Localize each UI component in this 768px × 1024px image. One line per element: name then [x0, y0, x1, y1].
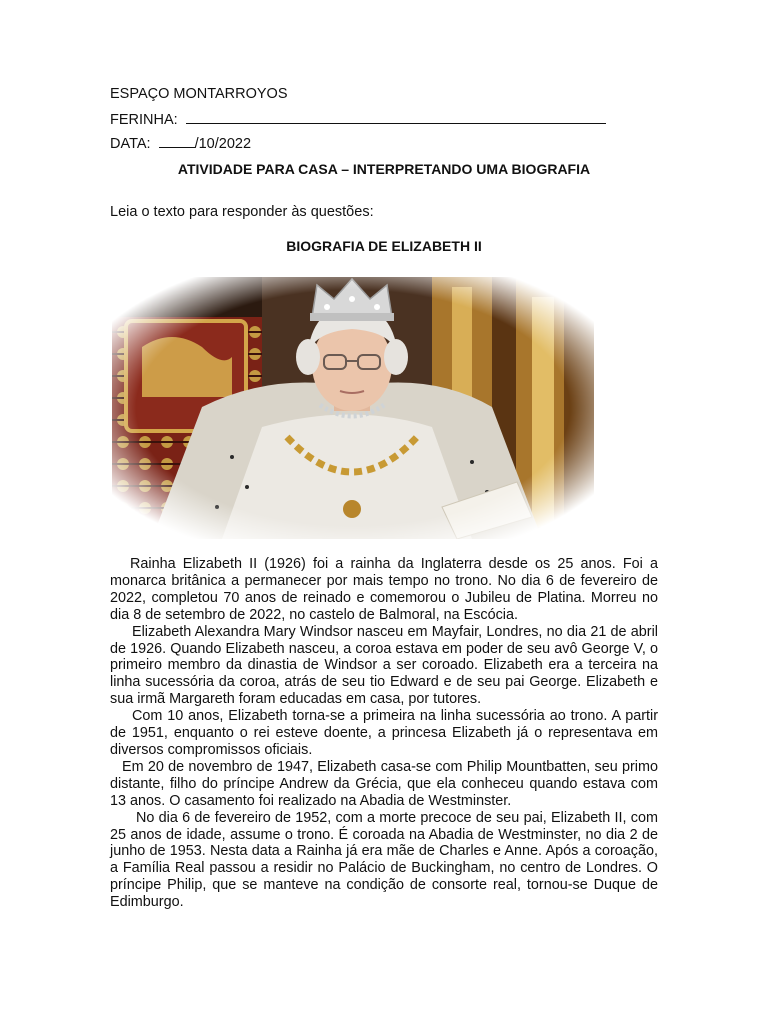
name-label: FERINHA: — [110, 112, 178, 128]
date-day-blank — [159, 135, 195, 148]
bio-paragraph: No dia 6 de fevereiro de 1952, com a morte precoce de seu pai, Elizabeth II, com 25 anos de idade, assume o trono. É coroada na Abadia de Westminster, no dia 2 de junho de 1953. Nesta data a Rainha já era mãe de Charles e Anne. Após a coroação, a Família Real passou a residir no Palácio de Buckingham, no centro de Londres. O príncipe Philip, que se manteve na condição de consorte real, tornou-se Duque de Edimburgo. — [110, 809, 658, 911]
bio-paragraph: Rainha Elizabeth II (1926) foi a rainha da Inglaterra desde os 25 anos. Foi a monarca britânica a permanecer por mais tempo no trono. No dia 6 de fevereiro de 2022, completou 70 anos de reinado e comemorou o Jubileu de Platina. Morreu no dia 8 de setembro de 2022, no castelo de Balmoral, na Escócia. — [110, 556, 658, 623]
date-suffix: /10/2022 — [194, 136, 252, 152]
biography-title: BIOGRAFIA DE ELIZABETH II — [286, 238, 482, 254]
date-line — [110, 135, 251, 153]
bio-paragraph: Em 20 de novembro de 1947, Elizabeth casa-se com Philip Mountbatten, seu primo distante, filho do príncipe Andrew da Grécia, que ela conheceu quando estava com 13 anos. O casamento foi realizado na Abadia de Westminster. — [110, 758, 658, 809]
school-name: ESPAÇO MONTARROYOS — [110, 86, 288, 102]
name-blank — [186, 111, 606, 124]
instruction-text: Leia o texto para responder às questões: — [110, 204, 374, 220]
queen-elizabeth-portrait-icon — [112, 277, 594, 539]
date-label: DATA: — [110, 136, 151, 152]
bio-paragraph: Com 10 anos, Elizabeth torna-se a primeira na linha sucessória ao trono. A partir de 1951, enquanto o rei esteve doente, a princesa Elizabeth já o representava em diversos compromissos oficiais. — [110, 708, 658, 758]
activity-title: ATIVIDADE PARA CASA – INTERPRETANDO UMA BIOGRAFIA — [177, 161, 591, 177]
biography-text — [110, 556, 658, 911]
bio-paragraph: Elizabeth Alexandra Mary Windsor nasceu em Mayfair, Londres, no dia 21 de abril de 1926. Quando Elizabeth nasceu, a coroa estava em poder de seu avô George V, o primeiro membro da dinastia de Windsor a ser coroado. Elizabeth era a terceira na linha sucessória da coroa, atrás de seu tio Edward e de seu pai George. Elizabeth e sua irmã Margareth foram educadas em casa, por tutores. — [110, 623, 658, 708]
name-line — [110, 111, 606, 129]
queen-elizabeth-photo — [112, 277, 594, 539]
